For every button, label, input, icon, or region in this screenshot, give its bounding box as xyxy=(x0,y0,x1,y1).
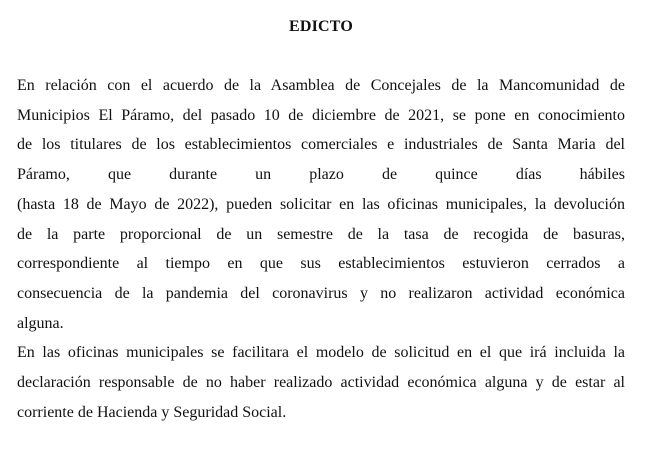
paragraph-1-line: Municipios El Páramo, del pasado 10 de diciembre de 2021, se pone en conocimiento xyxy=(17,106,625,124)
paragraph-2-line: declaración responsable de no haber realizado actividad económica alguna y de estar al xyxy=(17,374,625,392)
paragraph-1-line: correspondiente al tiempo en que sus establecimientos estuvieron cerrados a xyxy=(17,255,625,273)
paragraph-1 xyxy=(17,71,625,338)
paragraph-1-line: de la parte proporcional de un semestre de la tasa de recogida de basuras, xyxy=(17,225,625,243)
paragraph-1-line: consecuencia de la pandemia del coronavirus y no realizaron actividad económica xyxy=(17,284,625,302)
edict-document xyxy=(17,14,625,427)
paragraph-2-line: corriente de Hacienda y Seguridad Social. xyxy=(17,403,287,421)
paragraph-1-line: Páramo, que durante un plazo de quince días hábiles xyxy=(17,166,625,184)
paragraph-2 xyxy=(17,338,625,427)
paragraph-1-line: En relación con el acuerdo de la Asamblea de Concejales de la Mancomunidad de xyxy=(17,77,625,94)
paragraph-1-line: de los titulares de los establecimientos comerciales e industriales de Santa Maria del xyxy=(17,136,625,154)
document-title: EDICTO xyxy=(288,18,354,35)
paragraph-2-line: En las oficinas municipales se facilitara el modelo de solicitud en el que irá incluida la xyxy=(17,344,625,362)
paragraph-1-line: alguna. xyxy=(17,314,64,332)
paragraph-1-line: (hasta 18 de Mayo de 2022), pueden solicitar en las oficinas municipales, la devolución xyxy=(17,195,625,213)
